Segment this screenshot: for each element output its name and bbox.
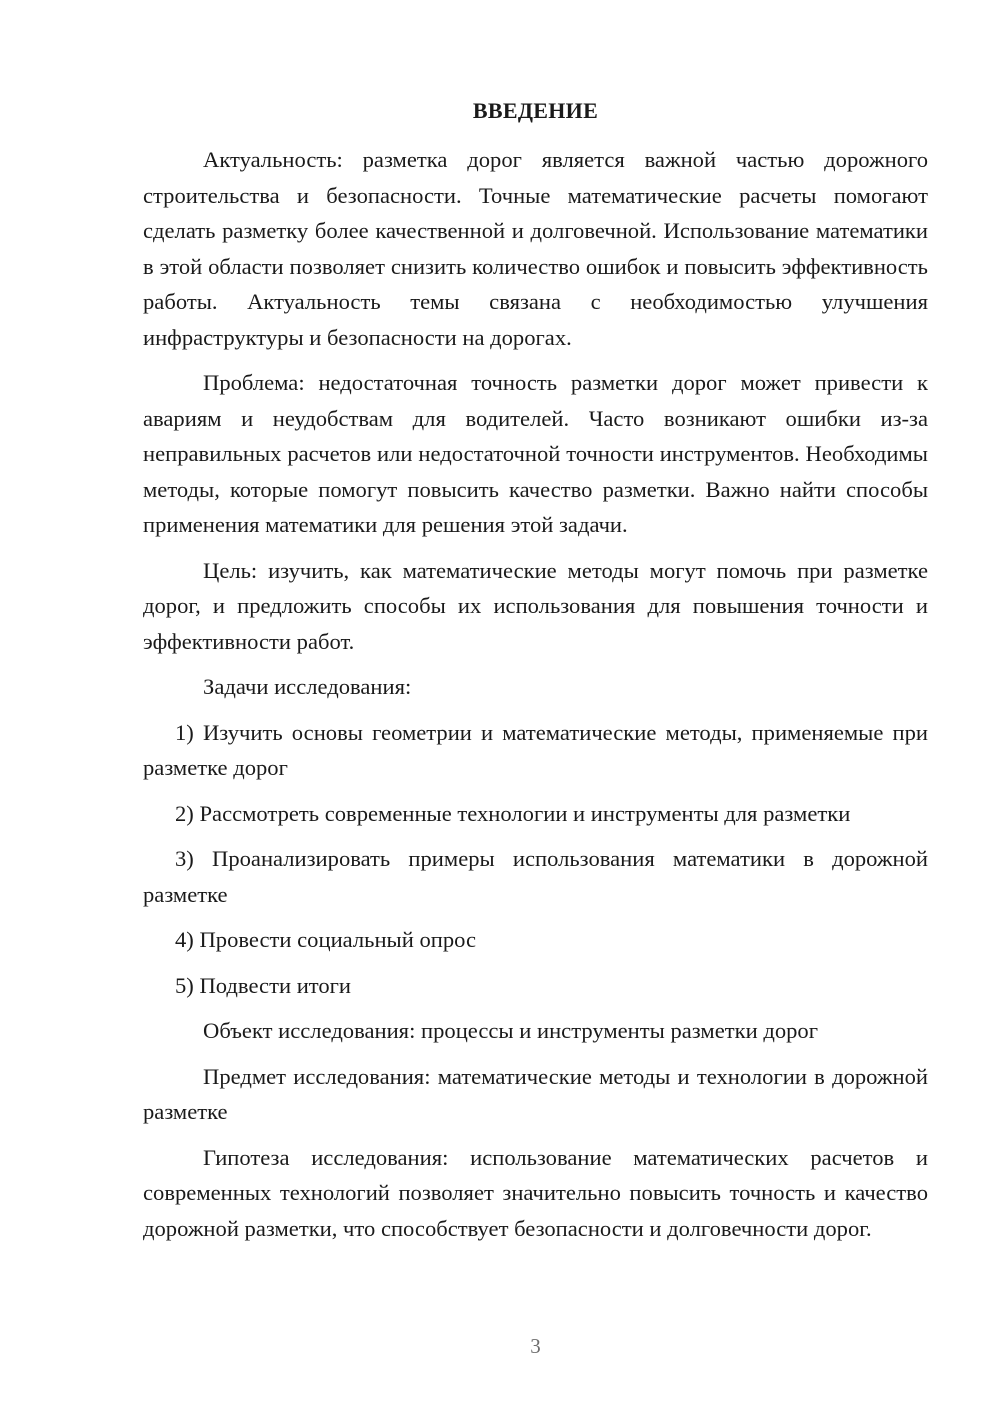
task-item-2: 2) Рассмотреть современные технологии и инструменты для разметки [175, 800, 851, 826]
paragraph-problem: Проблема: недостаточная точность разметки дорог может привести к авариям и неудобствам для водителей. Часто возникают ошибки из-за неправильных расчетов или недостаточной точности инструментов. Необходимы методы, которые помогут повысить качество разметки. Важно найти способы применения математики для решения этой задачи. [143, 370, 928, 537]
paragraph-relevance: Актуальность: разметка дорог является важной частью дорожного строительства и безопасности. Точные математические расчеты помогают сделать разметку более качественной и долговечной. Использование математики в этой области позволяет снизить количество ошибок и повысить эффективность работы. Актуальность темы связана с необходимостью улучшения инфраструктуры и безопасности на дорогах. [143, 147, 928, 350]
section-heading: ВВЕДЕНИЕ [472, 98, 599, 123]
paragraph-tasks-heading: Задачи исследования: [203, 674, 412, 699]
page-number: 3 [530, 1334, 541, 1358]
paragraph-goal: Цель: изучить, как математические методы могут помочь при разметке дорог, и предложить способы их использования для повышения точности и эффективности работ. [143, 557, 928, 654]
document-page [143, 0, 928, 1414]
paragraph-object: Объект исследования: процессы и инструменты разметки дорог [203, 1018, 818, 1043]
task-item-5: 5) Подвести итоги [175, 972, 352, 998]
paragraph-subject: Предмет исследования: математические методы и технологии в дорожной разметке [143, 1063, 928, 1124]
task-item-1: 1) Изучить основы геометрии и математические методы, применяемые при разметке дорог [143, 719, 928, 780]
document-body [143, 142, 928, 1256]
task-item-3: 3) Проанализировать примеры использования математики в дорожной разметке [143, 846, 928, 907]
task-item-4: 4) Провести социальный опрос [175, 927, 477, 952]
paragraph-hypothesis: Гипотеза исследования: использование математических расчетов и современных технологий позволяет значительно повысить точность и качество дорожной разметки, что способствует безопасности и долговечности дорог. [143, 1144, 928, 1241]
